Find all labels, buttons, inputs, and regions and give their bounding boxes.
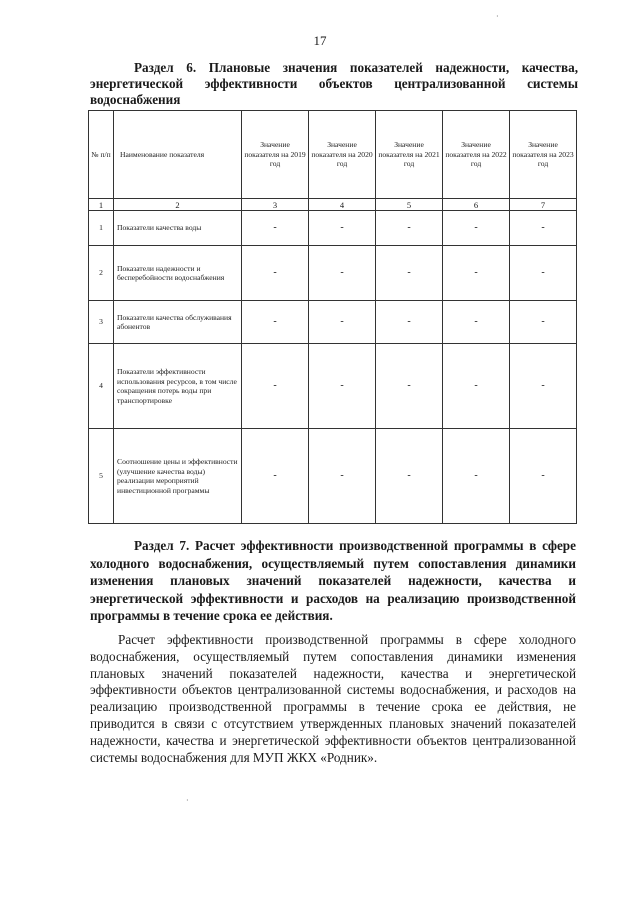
row-number: 4: [89, 344, 114, 429]
indicator-value: -: [443, 344, 510, 429]
table-header-row: [89, 111, 577, 199]
indicator-value: -: [242, 301, 309, 344]
indicator-value: -: [443, 246, 510, 301]
header-value-2022: Значение показателя на 2022 год: [443, 111, 510, 199]
header-value-2019: Значение показателя на 2019 год: [242, 111, 309, 199]
column-index: 3: [242, 199, 309, 211]
table-row: [89, 246, 577, 301]
indicator-value: -: [510, 211, 577, 246]
column-index: 2: [114, 199, 242, 211]
page-number: 17: [313, 33, 327, 48]
table-row: [89, 344, 577, 429]
header-name: Наименование показателя: [114, 111, 242, 199]
section-7-heading: [90, 537, 576, 625]
indicator-value: -: [309, 344, 376, 429]
section-7-paragraph-text: Расчет эффективности производственной программы в сфере холодного водоснабжения, осуществляемый путем сопоставления динамики изменения плановых значений показателей надежности, качества и энергетической эффективности объектов централизованной системы водоснабжения, и расходов на реализацию производственной программы в течение срока ее действия, не приводится в связи с отсутствием утвержденных плановых значений показателей надежности, качества и энергетической эффективности объектов централизованной системы водоснабжения для МУП ЖКХ «Родник».: [90, 632, 576, 765]
indicator-value: -: [309, 429, 376, 524]
indicator-value: -: [510, 246, 577, 301]
column-index: 6: [443, 199, 510, 211]
indicator-value: -: [376, 344, 443, 429]
indicator-value: -: [443, 301, 510, 344]
header-num: № п/п: [89, 111, 114, 199]
row-number: 5: [89, 429, 114, 524]
indicator-value: -: [309, 246, 376, 301]
column-index: 4: [309, 199, 376, 211]
row-number: 1: [89, 211, 114, 246]
indicator-value: -: [242, 344, 309, 429]
section-7-paragraph: [90, 632, 576, 766]
header-value-2023: Значение показателя на 2023 год: [510, 111, 577, 199]
indicator-value: -: [309, 211, 376, 246]
indicator-value: -: [376, 211, 443, 246]
indicator-value: -: [510, 344, 577, 429]
indicator-name: Соотношение цены и эффективности (улучшение качества воды) реализации мероприятий инвестиционной программы: [114, 429, 242, 524]
indicator-value: -: [309, 301, 376, 344]
column-index: 7: [510, 199, 577, 211]
indicator-value: -: [510, 429, 577, 524]
indicators-table: [88, 110, 577, 524]
indicator-name: Показатели эффективности использования ресурсов, в том числе сокращения потерь воды при транспортировке: [114, 344, 242, 429]
indicator-name: Показатели надежности и бесперебойности водоснабжения: [114, 246, 242, 301]
scan-speck: ·: [496, 12, 499, 21]
indicator-value: -: [376, 301, 443, 344]
section-6-heading-text: Раздел 6. Плановые значения показателей надежности, качества, энергетической эффективности объектов централизованной системы водоснабжения: [90, 60, 578, 107]
column-index: 1: [89, 199, 114, 211]
indicator-name: Показатели качества воды: [114, 211, 242, 246]
indicator-value: -: [443, 429, 510, 524]
row-number: 3: [89, 301, 114, 344]
section-6-heading: [90, 60, 578, 108]
indicator-value: -: [242, 429, 309, 524]
table-row: [89, 301, 577, 344]
scan-speck: ·: [186, 796, 189, 805]
table-row: [89, 211, 577, 246]
row-number: 2: [89, 246, 114, 301]
indicator-value: -: [510, 301, 577, 344]
section-7-heading-text: Раздел 7. Расчет эффективности производственной программы в сфере холодного водоснабжения, осуществляемый путем сопоставления динамики изменения плановых значений показателей надежности, качества и энергетической эффективности и расходов на реализацию производственной программы в течение срока ее действия.: [90, 538, 576, 623]
header-value-2020: Значение показателя на 2020 год: [309, 111, 376, 199]
indicator-value: -: [376, 246, 443, 301]
indicator-value: -: [242, 246, 309, 301]
table-row: [89, 429, 577, 524]
header-value-2021: Значение показателя на 2021 год: [376, 111, 443, 199]
indicator-name: Показатели качества обслуживания абонентов: [114, 301, 242, 344]
indicator-value: -: [376, 429, 443, 524]
column-index: 5: [376, 199, 443, 211]
indicator-value: -: [443, 211, 510, 246]
column-index-row: [89, 199, 577, 211]
indicator-value: -: [242, 211, 309, 246]
